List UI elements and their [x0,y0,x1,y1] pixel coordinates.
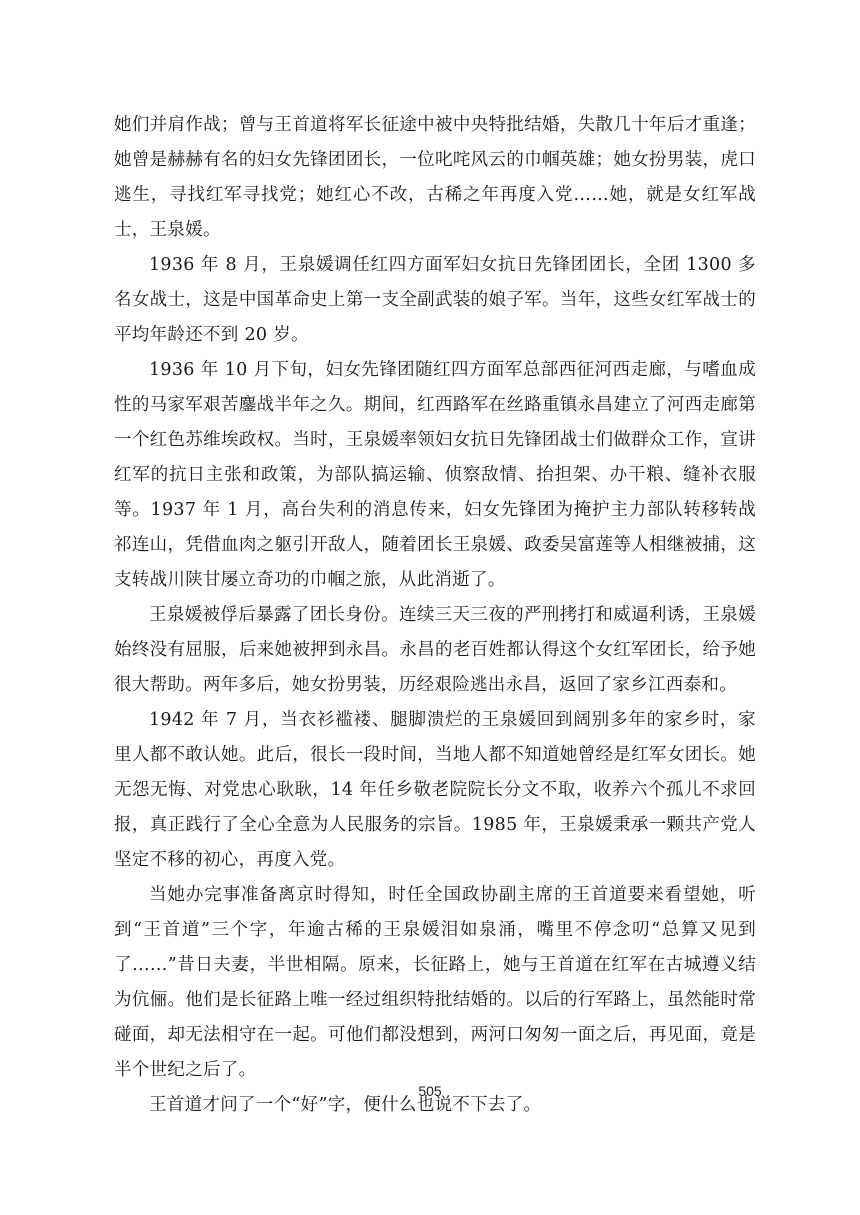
article-body [114,108,756,1123]
paragraph-2: 1936 年 8 月，王泉媛调任红四方面军妇女抗日先锋团团长，全团 1300 多名女战士，这是中国革命史上第一支全副武装的娘子军。当年，这些女红军战士的平均年龄还不到 20 岁。 [114,255,756,345]
paragraph-6: 当她办完事准备离京时得知，时任全国政协副主席的王首道要来看望她，听到“王首道”三个字，年逾古稀的王泉媛泪如泉涌，嘴里不停念叨“总算又见到了……”昔日夫妻，半世相隔。原来，长征路上，她与王首道在红军在古城遵义结为伉俪。他们是长征路上唯一经过组织特批结婚的。以后的行军路上，虽然能时常碰面，却无法相守在一起。可他们都没想到，两河口匆匆一面之后，再见面，竟是半个世纪之后了。 [114,885,756,1080]
paragraph-4: 王泉媛被俘后暴露了团长身份。连续三天三夜的严刑拷打和威逼利诱，王泉媛始终没有屈服，后来她被押到永昌。永昌的老百姓都认得这个女红军团长，给予她很大帮助。两年多后，她女扮男装，历经艰险逃出永昌，返回了家乡江西泰和。 [114,605,756,695]
page-number: 505 [418,1083,442,1099]
paragraph-7: 王首道才问了一个“好”字，便什么也说不下去了。 [149,1095,542,1115]
paragraph-1: 她们并肩作战；曾与王首道将军长征途中被中央特批结婚，失散几十年后才重逢；她曾是赫赫有名的妇女先锋团团长，一位叱咤风云的巾帼英雄；她女扮男装，虎口逃生，寻找红军寻找党；她红心不改，古稀之年再度入党……她，就是女红军战士，王泉媛。 [114,115,756,240]
paragraph-5: 1942 年 7 月，当衣衫褴褛、腿脚溃烂的王泉媛回到阔别多年的家乡时，家里人都不敢认她。此后，很长一段时间，当地人都不知道她曾经是红军女团长。她无怨无悔、对党忠心耿耿，14 年任乡敬老院院长分文不取，收养六个孤儿不求回报，真正践行了全心全意为人民服务的宗旨。1985 年，王泉媛秉承一颗共产党人坚定不移的初心，再度入党。 [114,710,756,870]
paragraph-3: 1936 年 10 月下旬，妇女先锋团随红四方面军总部西征河西走廊，与嗜血成性的马家军艰苦鏖战半年之久。期间，红西路军在丝路重镇永昌建立了河西走廊第一个红色苏维埃政权。当时，王泉媛率领妇女抗日先锋团战士们做群众工作，宣讲红军的抗日主张和政策，为部队搞运输、侦察敌情、抬担架、办干粮、缝补衣服等。1937 年 1 月，高台失利的消息传来，妇女先锋团为掩护主力部队转移转战祁连山，凭借血肉之躯引开敌人，随着团长王泉媛、政委吴富莲等人相继被捕，这支转战川陕甘屡立奇功的巾帼之旅，从此消逝了。 [114,360,756,590]
